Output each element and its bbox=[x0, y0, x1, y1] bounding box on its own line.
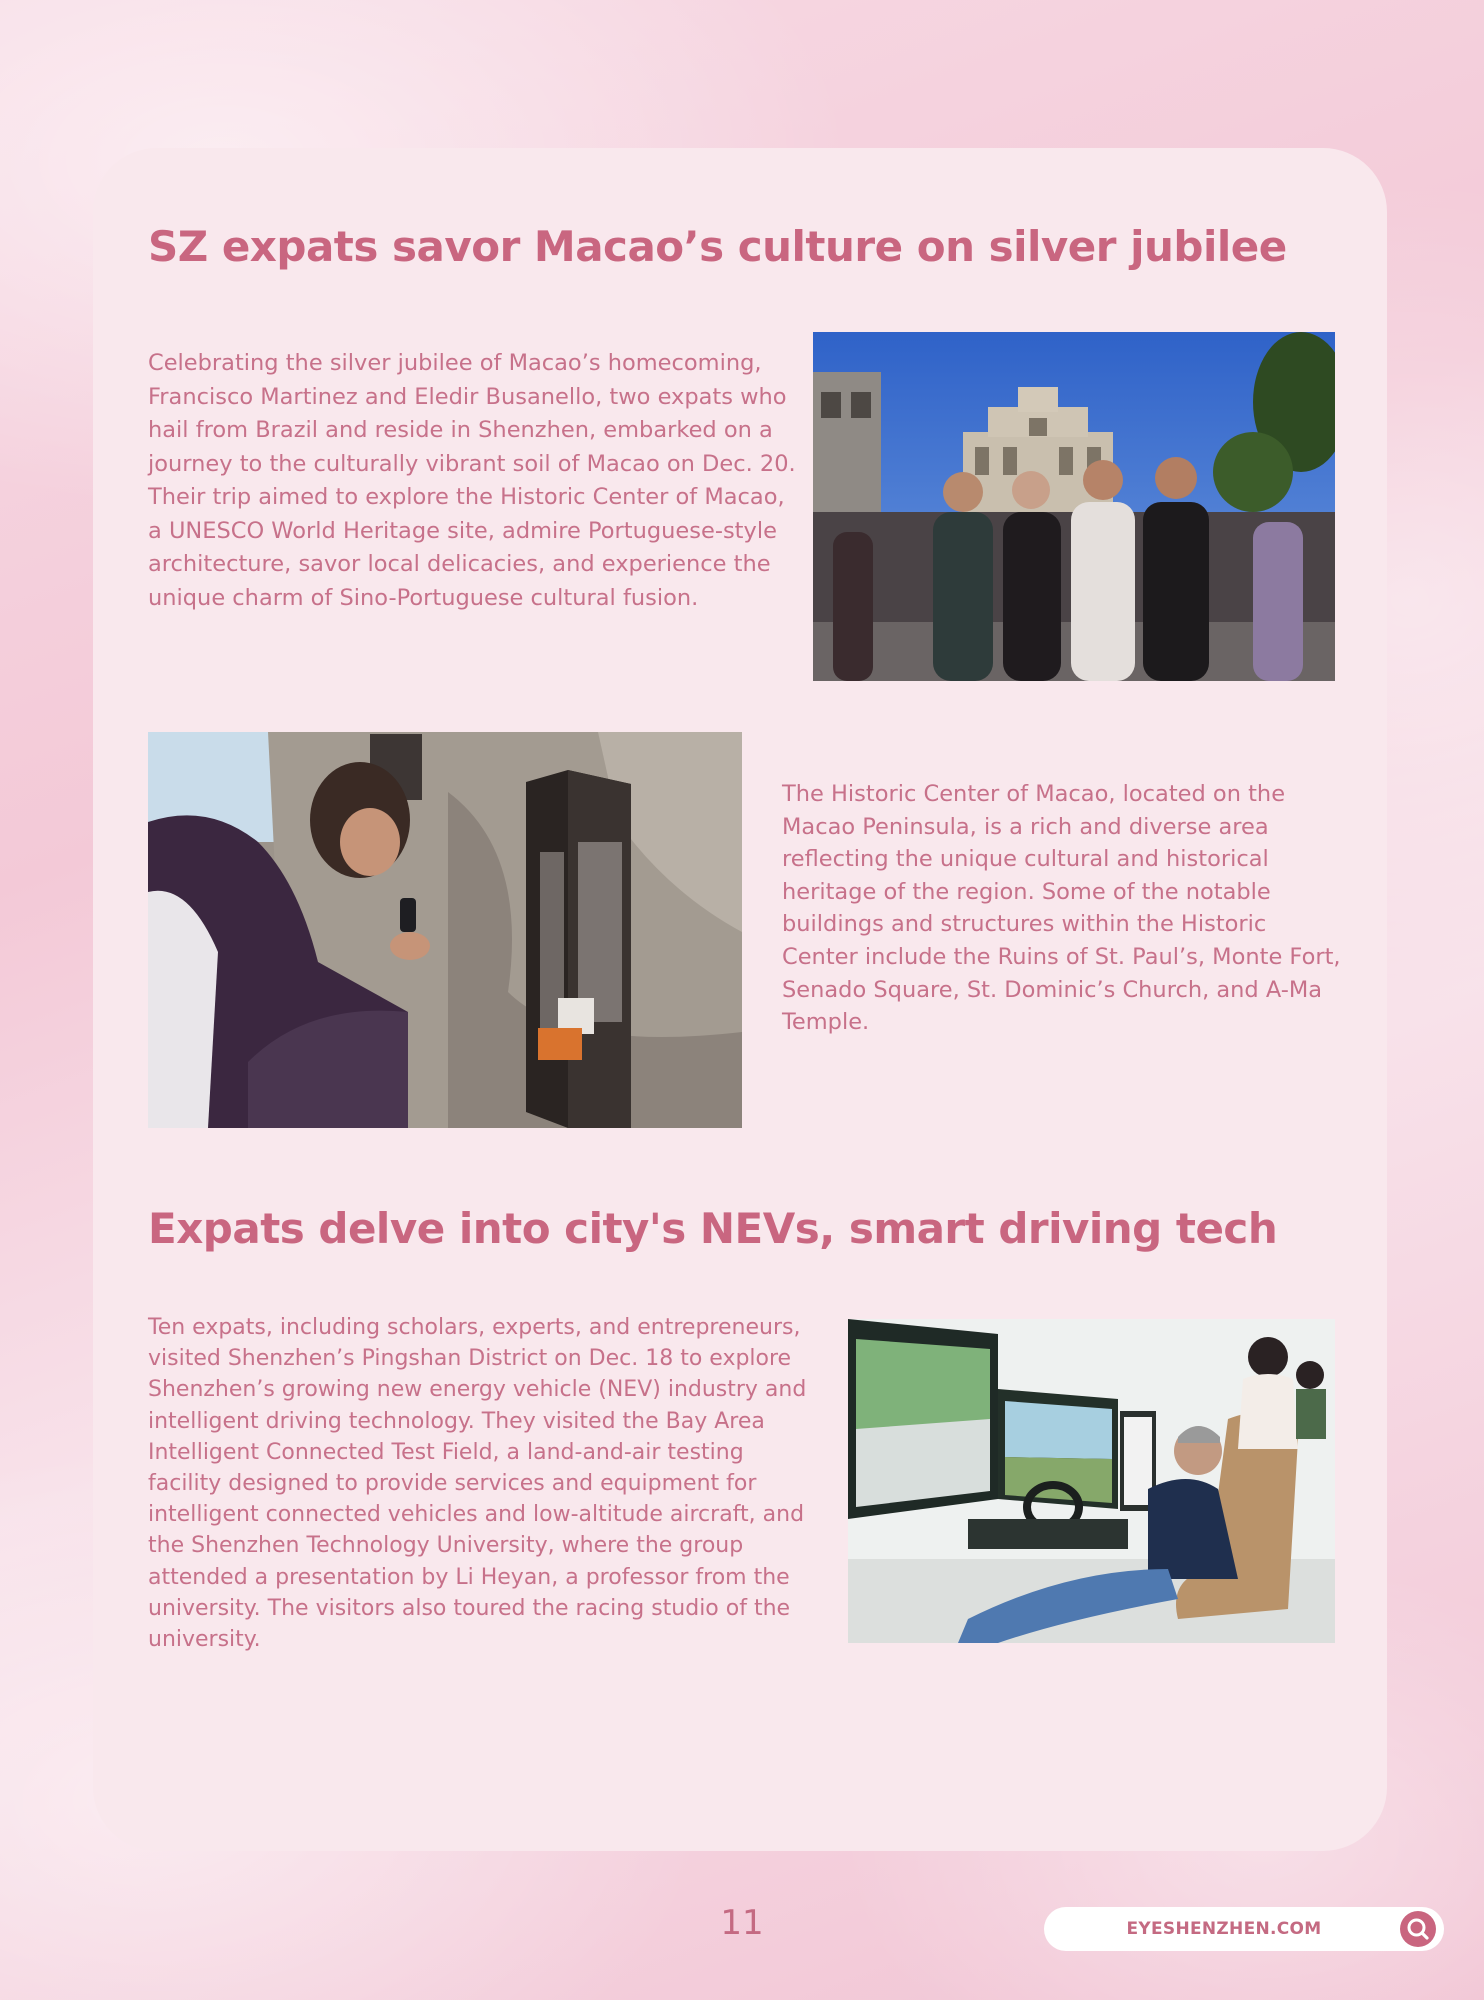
page-number: 11 bbox=[720, 1903, 764, 1943]
photo-ruins-st-pauls-group bbox=[813, 332, 1335, 681]
search-button[interactable] bbox=[1400, 1911, 1436, 1947]
article1-paragraph-2: The Historic Center of Macao, located on the Macao Peninsula, is a rich and diverse area reflecting the unique cultural and historical heritage of the region. Some of the notable buildings and structures within the Historic Center include the Ruins of St. Paul’s, Monte Fort, Senado Square, St. Dominic’s Church, and A-Ma Temple. bbox=[782, 781, 1341, 1036]
search-icon bbox=[1400, 1911, 1436, 1947]
article2-paragraph: Ten expats, including scholars, experts, and entrepreneurs, visited Shenzhen’s Pingshan District on Dec. 18 to explore Shenzhen’s growing new energy vehicle (NEV) industry and intelligent driving technology. They visited the Bay Area Intelligent Connected Test Field, a land-and-air testing facility designed to provide services and equipment for intelligent connected vehicles and low-altitude aircraft, and the Shenzhen Technology University, where the group attended a presentation by Li Heyan, a professor from the university. The visitors also toured the racing studio of the university. bbox=[148, 1315, 807, 1653]
photo-driving-simulator bbox=[848, 1319, 1335, 1643]
article1-paragraph-1: Celebrating the silver jubilee of Macao’s homecoming, Francisco Martinez and Eledir Busanello, two expats who hail from Brazil and reside in Shenzhen, embarked on a journey to the culturally vibrant soil of Macao on Dec. 20. Their trip aimed to explore the Historic Center of Macao, a UNESCO World Heritage site, admire Portuguese-style architecture, savor local delicacies, and experience the unique charm of Sino-Portuguese cultural fusion. bbox=[148, 350, 796, 611]
website-link[interactable] bbox=[1044, 1907, 1444, 1951]
photo-expat-photographing-sign bbox=[148, 732, 742, 1128]
article2-title: Expats delve into city's NEVs, smart driving tech bbox=[148, 1204, 1278, 1253]
article1-title: SZ expats savor Macao’s culture on silver jubilee bbox=[148, 222, 1287, 271]
website-url: EYESHENZHEN.COM bbox=[1126, 1919, 1322, 1939]
